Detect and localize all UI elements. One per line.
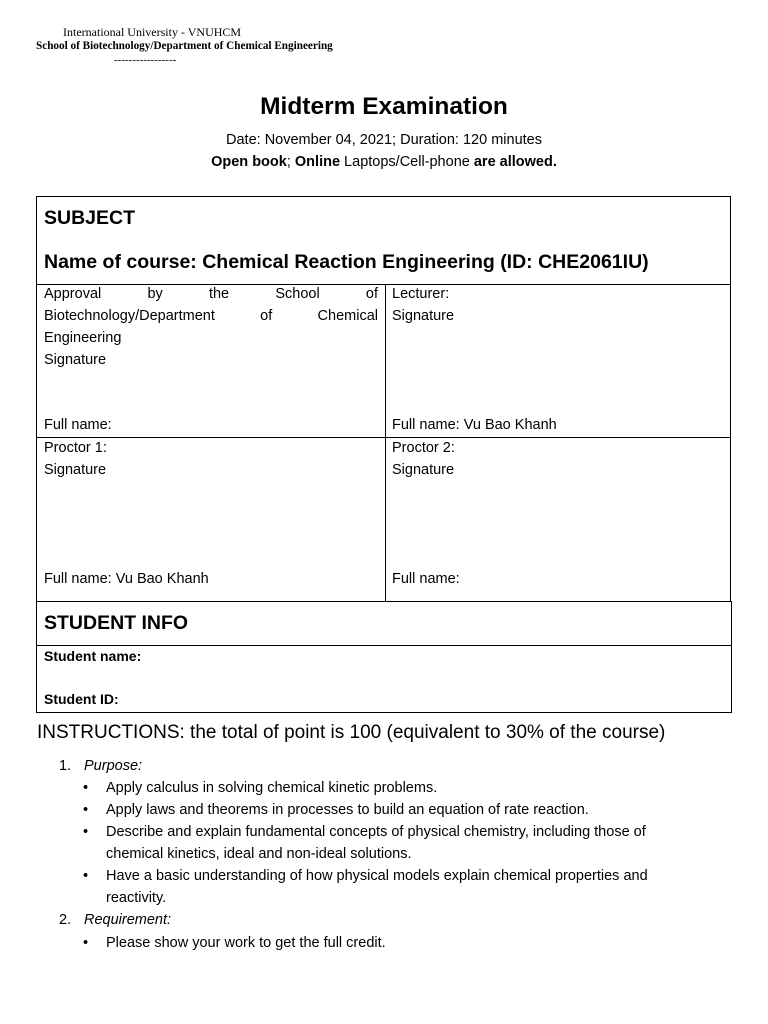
proctor1-label: Proctor 1: <box>44 440 107 456</box>
course-name: Name of course: Chemical Reaction Engineering (ID: CHE2061IU) <box>44 251 649 273</box>
list-number: 2. <box>59 912 72 928</box>
proctor1-full-name: Full name: Vu Bao Khanh <box>44 571 209 587</box>
requirement-bullet-text: Please show your work to get the full credit. <box>106 935 386 951</box>
approval-word: Approval <box>44 286 102 302</box>
university-name: International University - VNUHCM <box>63 25 242 39</box>
subject-header-divider <box>36 284 731 285</box>
school-name: School of Biotechnology/Department of Chemical Engineering <box>36 40 333 52</box>
signature-row-divider <box>36 437 731 438</box>
student-id-label: Student ID: <box>44 691 119 707</box>
bullet: • <box>83 780 89 796</box>
proctor2-full-name: Full name: <box>392 571 460 587</box>
student-name-label: Student name: <box>44 648 142 664</box>
purpose-bullet-text-continued: reactivity. <box>106 890 167 906</box>
proctor1-signature: Signature <box>44 462 107 478</box>
instructions-heading: INSTRUCTIONS: the total of point is 100 (equivalent to 30% of the course) <box>37 722 666 743</box>
approval-line-2 <box>44 308 378 324</box>
approval-signature: Signature <box>44 352 107 368</box>
subject-heading: SUBJECT <box>44 207 136 229</box>
approval-word: School <box>275 286 320 302</box>
rule-separator: ; <box>286 154 295 170</box>
lecturer-signature: Signature <box>392 308 455 324</box>
purpose-bullet-text: Apply calculus in solving chemical kinetic problems. <box>106 780 438 796</box>
approval-line-1 <box>44 286 378 302</box>
approval-word: the <box>208 286 230 302</box>
purpose-bullet-text: Have a basic understanding of how physical models explain chemical properties and <box>106 868 648 884</box>
proctor2-label: Proctor 2: <box>392 440 455 456</box>
rule-allowed: are allowed. <box>473 154 557 170</box>
header-divider: ----------------- <box>114 54 177 66</box>
bullet: • <box>83 824 89 840</box>
approval-line-3: Engineering <box>44 330 122 346</box>
approval-word: Chemical <box>317 308 378 324</box>
exam-title: Midterm Examination <box>260 93 508 120</box>
approval-word: by <box>147 286 163 302</box>
rule-devices: Laptops/Cell-phone <box>340 154 474 170</box>
purpose-bullet-text: Apply laws and theorems in processes to build an equation of rate reaction. <box>106 802 589 818</box>
rule-open-book: Open book <box>211 154 287 170</box>
requirement-label: Requirement: <box>84 912 172 928</box>
student-info-heading: STUDENT INFO <box>44 612 189 634</box>
exam-date-line: Date: November 04, 2021; Duration: 120 minutes <box>226 132 542 148</box>
list-number: 1. <box>59 758 72 774</box>
approval-word: of <box>365 286 378 302</box>
purpose-bullet-text-continued: chemical kinetics, ideal and non-ideal solutions. <box>106 846 412 862</box>
proctor2-signature: Signature <box>392 462 455 478</box>
approval-full-name: Full name: <box>44 417 112 433</box>
signature-column-divider <box>385 284 386 601</box>
bullet: • <box>83 935 89 951</box>
bullet: • <box>83 802 89 818</box>
rule-online: Online <box>294 154 341 170</box>
student-info-divider <box>36 645 732 646</box>
approval-word: of <box>260 308 273 324</box>
approval-word: Biotechnology/Department <box>44 308 215 324</box>
purpose-bullet-text: Describe and explain fundamental concepts of physical chemistry, including those of <box>106 824 646 840</box>
lecturer-full-name: Full name: Vu Bao Khanh <box>392 417 557 433</box>
exam-rules-line <box>0 154 768 170</box>
purpose-label: Purpose: <box>84 758 143 774</box>
lecturer-label: Lecturer: <box>392 286 450 302</box>
bullet: • <box>83 868 89 884</box>
